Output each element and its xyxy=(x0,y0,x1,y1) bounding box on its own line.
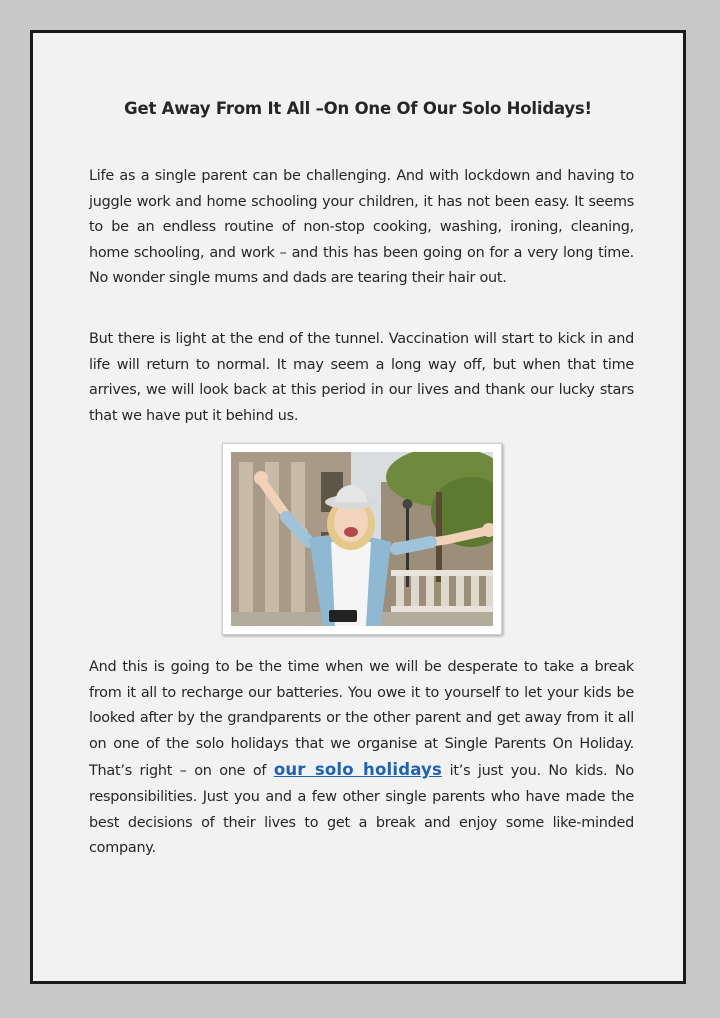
solo-holidays-link[interactable]: our solo holidays xyxy=(273,760,443,780)
paragraph-2: But there is light at the end of the tunnel. Vaccination will start to kick in and life will return to normal. It may seem a long way off, but when that time arrives, we will look back at this period in our lives and thank our lucky stars that we have put it behind us. xyxy=(89,331,634,424)
paragraph-3 xyxy=(89,655,634,862)
paragraph-3-text-end: it’s just you. No kids. No responsibilities. Just you and a few other single parents who have made the best decisions of their lives to get a break and enjoy some like-minded company. xyxy=(89,763,634,857)
document-page xyxy=(30,30,686,984)
paragraph-3-text-start: And this is going to be the time when we will be desperate to take a break from it all to recharge our batteries. You owe it to yourself to let your kids be looked after by the grandparents or the other parent and get away from it all on one of the solo holidays that we organise at Single Parents On Holiday. That’s right – on one of xyxy=(89,659,634,780)
holiday-photo xyxy=(222,443,502,635)
document-title: Get Away From It All –On One Of Our Solo Holidays! xyxy=(124,99,592,118)
paragraph-1: Life as a single parent can be challenging. And with lockdown and having to juggle work and home schooling your children, it has not been easy. It seems to be an endless routine of non-stop cooking, washing, ironing, cleaning, home schooling, and work – and this has been going on for a very long time. No wonder single mums and dads are tearing their hair out. xyxy=(89,168,634,287)
woman-cheering-image xyxy=(231,452,493,626)
